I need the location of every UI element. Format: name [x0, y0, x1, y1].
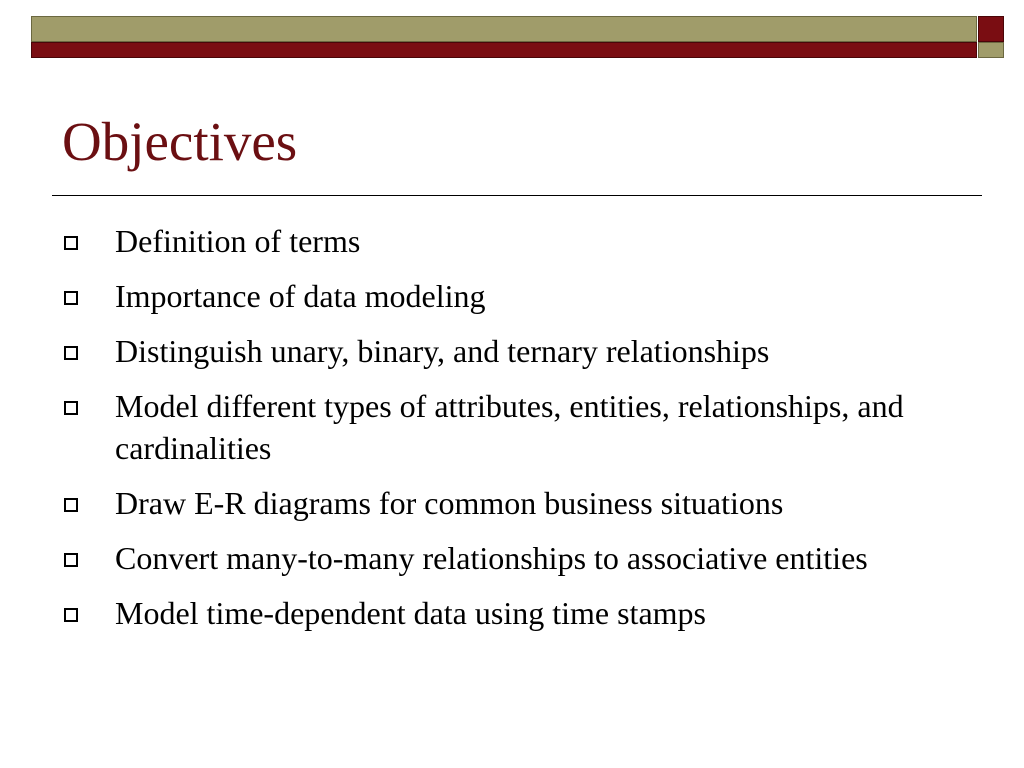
hollow-square-bullet-icon	[64, 291, 78, 305]
bullet-list	[64, 220, 964, 647]
header-maroon-bar	[31, 42, 977, 58]
bullet-item	[64, 385, 964, 469]
header-olive-square	[978, 42, 1004, 58]
hollow-square-bullet-icon	[64, 401, 78, 415]
bullet-text: Model different types of attributes, entities, relationships, and cardinalities	[115, 388, 904, 466]
hollow-square-bullet-icon	[64, 553, 78, 567]
header-olive-bar	[31, 16, 977, 42]
bullet-text: Model time-dependent data using time stamps	[115, 595, 706, 631]
bullet-item	[64, 537, 964, 579]
title-divider	[52, 195, 982, 196]
bullet-text: Definition of terms	[115, 223, 361, 259]
bullet-item	[64, 592, 964, 634]
bullet-text: Convert many-to-many relationships to associative entities	[115, 540, 868, 576]
hollow-square-bullet-icon	[64, 236, 78, 250]
header-maroon-square	[978, 16, 1004, 42]
bullet-text: Importance of data modeling	[115, 278, 486, 314]
bullet-text: Draw E-R diagrams for common business situations	[115, 485, 784, 521]
bullet-text: Distinguish unary, binary, and ternary relationships	[115, 333, 770, 369]
bullet-item	[64, 330, 964, 372]
hollow-square-bullet-icon	[64, 498, 78, 512]
bullet-item	[64, 220, 964, 262]
hollow-square-bullet-icon	[64, 346, 78, 360]
bullet-item	[64, 275, 964, 317]
slide-title: Objectives	[62, 111, 298, 172]
bullet-item	[64, 482, 964, 524]
hollow-square-bullet-icon	[64, 608, 78, 622]
